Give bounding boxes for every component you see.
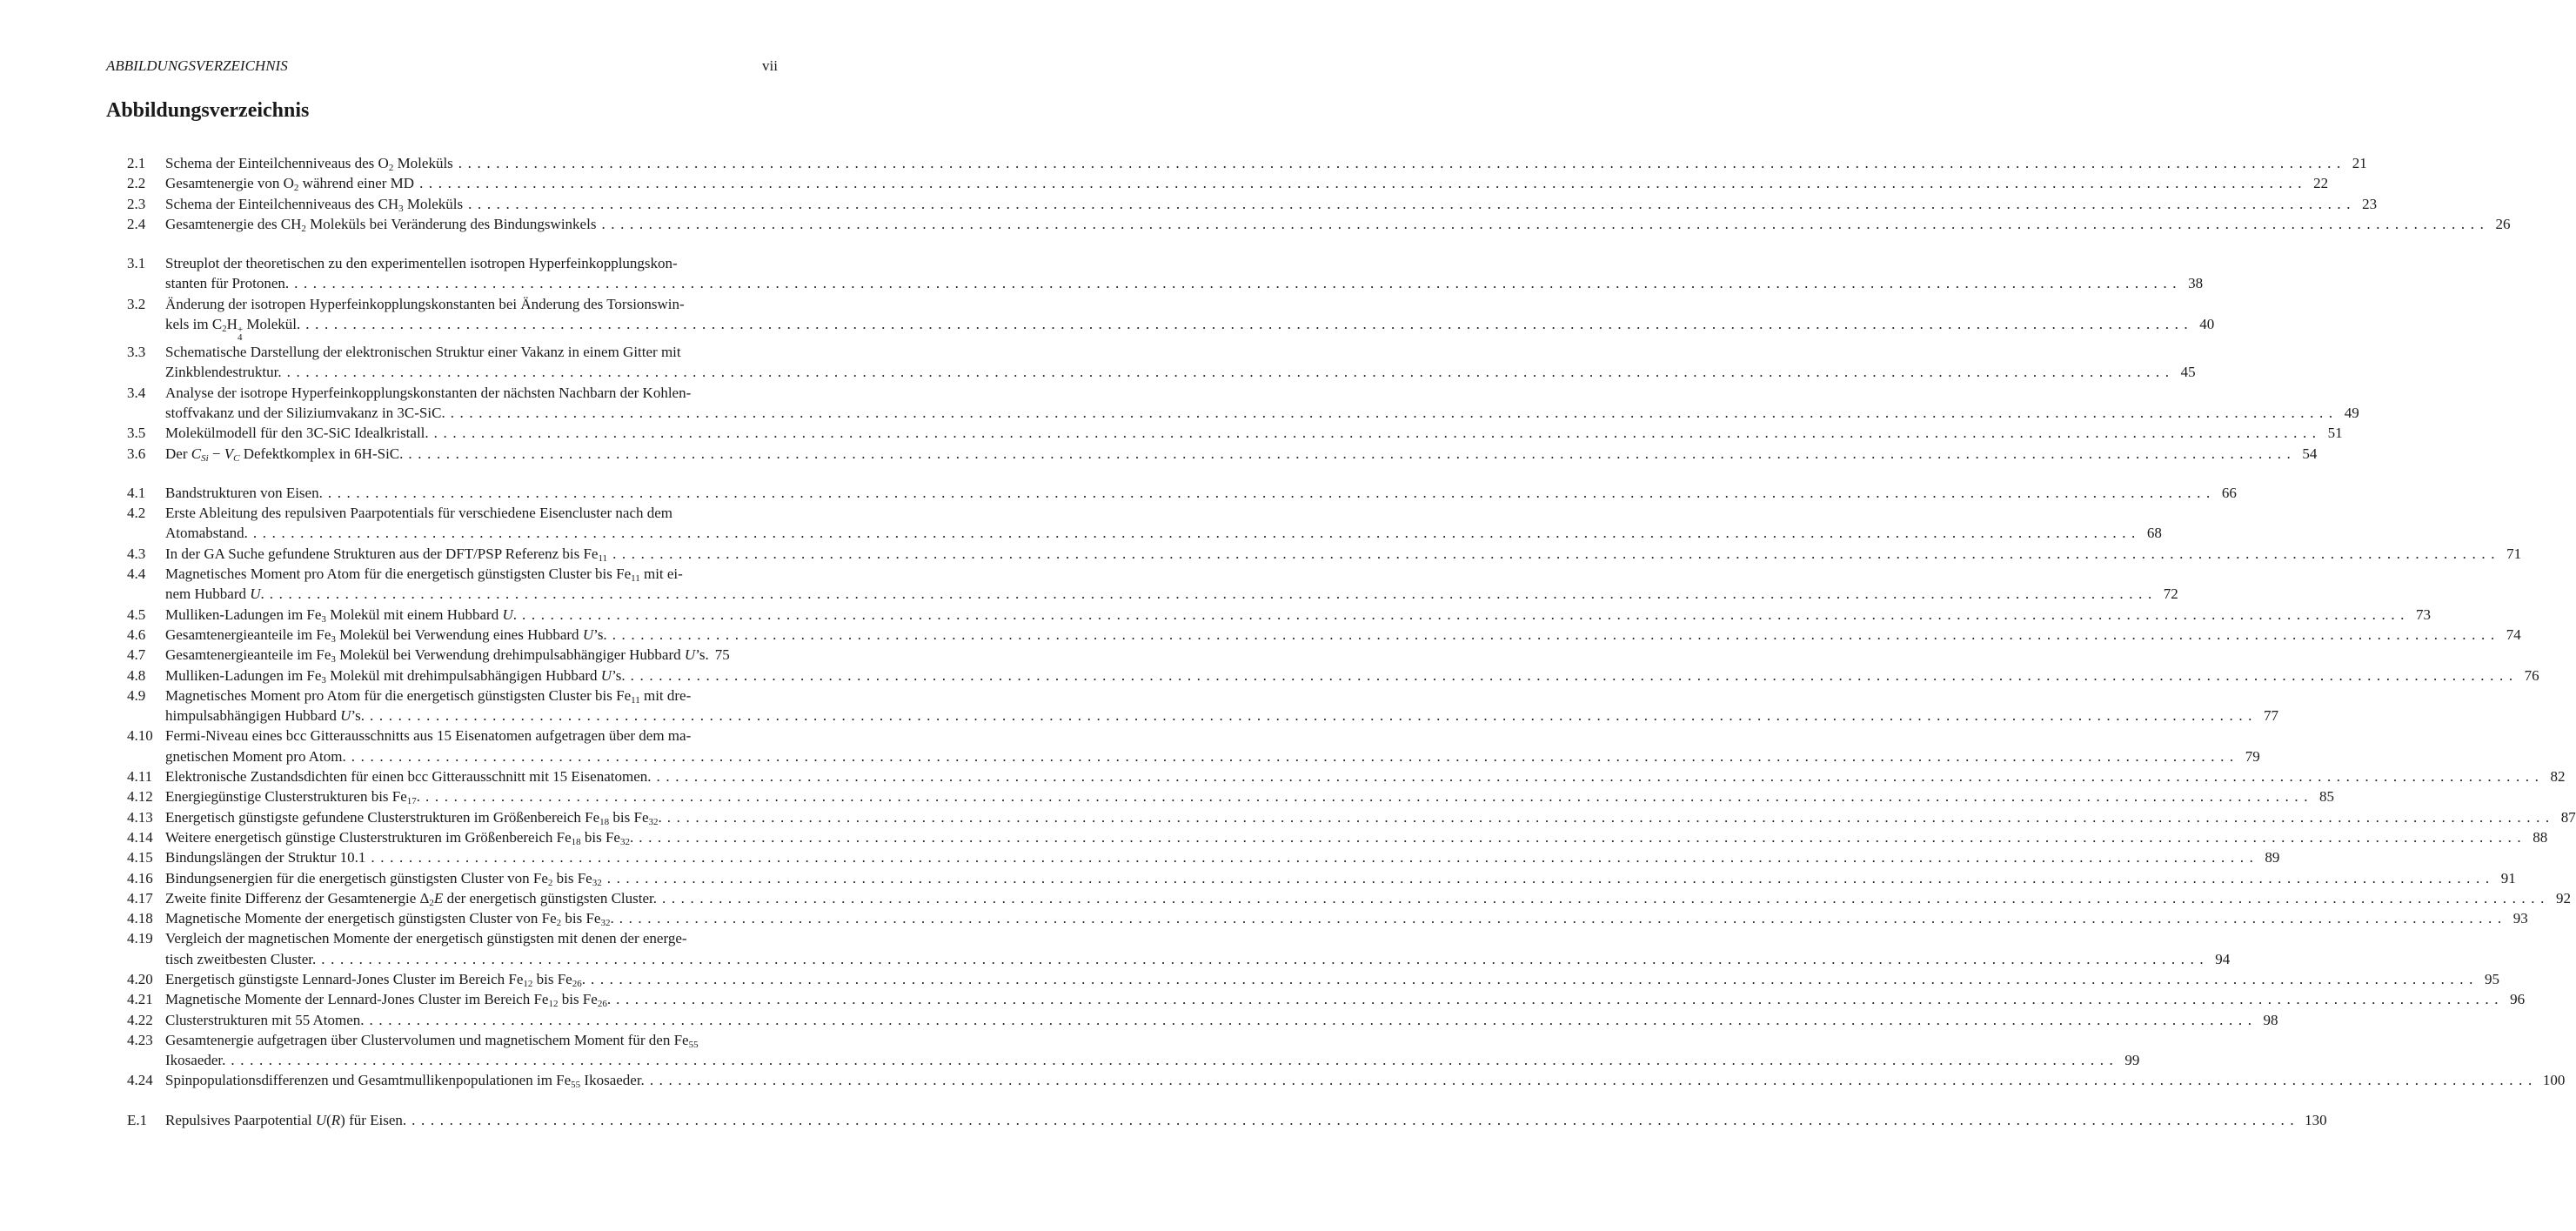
toc-entry[interactable] (127, 827, 2548, 847)
figure-list (127, 153, 2576, 1130)
leader-dots: ........................................................................................................................................................................................................ (252, 525, 2141, 542)
leader-dots: ........................................................................................................................................................................................................ (601, 215, 2490, 232)
figure-page: 100 (2542, 1072, 2566, 1089)
figure-caption: Clusterstrukturen mit 55 Atomen. (165, 1011, 365, 1028)
running-title: ABBILDUNGSVERZEICHNIS (106, 57, 288, 74)
toc-entry[interactable] (127, 888, 2571, 908)
toc-entry[interactable] (127, 423, 2343, 443)
figure-caption: Weitere energetisch günstige Clusterstrukturen im Größenbereich $Fe_{18}$ bis $Fe_{32}$. (165, 828, 634, 847)
figure-page: 22 (2313, 175, 2329, 192)
toc-entry[interactable] (127, 989, 2526, 1010)
figure-page: 93 (2512, 910, 2528, 927)
figure-number: 2.3 (127, 195, 146, 212)
toc-entry[interactable] (127, 483, 2237, 503)
figure-caption: Zweite finite Differenz der Gesamtenergie $\Delta_2E$ der energetisch günstigsten Cluster. (165, 889, 657, 908)
figure-caption: Energiegünstige Clusterstrukturen bis $Fe_{17}$. (165, 788, 421, 807)
figure-page: 85 (2319, 788, 2335, 806)
leader-dots: ........................................................................................................................................................................................................ (371, 849, 2259, 866)
figure-number: 4.20 (127, 970, 153, 987)
toc-entry[interactable] (127, 214, 2511, 234)
figure-caption: Mulliken-Ladungen im $Fe_3$ Molekül mit einem Hubbard U. (165, 605, 518, 625)
toc-entry[interactable] (127, 969, 2499, 989)
figure-page: 40 (2199, 316, 2215, 333)
figure-page: 98 (2263, 1011, 2278, 1028)
toc-entry[interactable] (127, 1110, 2327, 1130)
figure-number: 4.7 (127, 646, 146, 664)
toc-entry[interactable] (127, 173, 2329, 194)
toc-entry[interactable] (127, 908, 2528, 929)
figure-page: 45 (2180, 364, 2196, 381)
leader-dots: ........................................................................................................................................................................................................ (630, 666, 2519, 684)
figure-page: 38 (2188, 275, 2204, 292)
toc-entry[interactable] (127, 444, 2318, 464)
figure-caption-line: Erste Ableitung des repulsiven Paarpotentials für verschiedene Eisencluster nach dem (165, 505, 673, 522)
figure-number: 4.18 (127, 910, 153, 927)
figure-page: 21 (2352, 155, 2367, 171)
toc-entry[interactable] (127, 294, 2215, 344)
toc-entry[interactable] (127, 605, 2432, 625)
figure-caption: nem Hubbard U. (165, 585, 264, 603)
figure-caption-line: Gesamtenergie aufgetragen über Clustervolumen und magnetischem Moment für den $Fe_{55}$ (165, 1031, 699, 1050)
toc-entry[interactable] (127, 766, 2566, 786)
figure-caption-line: Schematische Darstellung der elektronischen Struktur einer Vakanz in einem Gitter mit (165, 344, 681, 361)
figure-caption: Energetisch günstigste gefundene Clusterstrukturen im Größenbereich $Fe_{18}$ bis $Fe_{32}$. (165, 808, 662, 827)
leader-dots: ........................................................................................................................................................................................................ (666, 808, 2555, 826)
figure-number: 3.6 (127, 445, 146, 462)
toc-entry[interactable] (127, 1030, 2140, 1071)
figure-caption: Gesamtenergieanteile im $Fe_3$ Molekül bei Verwendung drehimpulsabhängiger Hubbard U’s. (165, 646, 709, 666)
figure-number: 4.21 (127, 991, 153, 1008)
leader-dots: ........................................................................................................................................................................................................ (305, 316, 2194, 333)
figure-caption-line: Magnetisches Moment pro Atom für die energetisch günstigsten Cluster bis $Fe_{11}$ mit ei- (165, 565, 683, 585)
figure-caption: Spinpopulationsdifferenzen und Gesamtmullikenpopulationen im $Fe_{55}$ Ikosaeder. (165, 1072, 645, 1091)
leader-dots: ........................................................................................................................................................................................................ (606, 869, 2495, 886)
figure-caption-line: Streuplot der theoretischen zu den experimentellen isotropen Hyperfeinkopplungskon- (165, 255, 678, 272)
toc-entry[interactable] (127, 786, 2335, 807)
figure-page: 82 (2550, 768, 2566, 786)
figure-page: 75 (714, 646, 730, 664)
toc-entry[interactable] (127, 253, 2204, 294)
leader-dots: ........................................................................................................................................................................................................ (433, 425, 2322, 442)
leader-dots: ........................................................................................................................................................................................................ (468, 195, 2357, 212)
figure-page: 87 (2560, 808, 2576, 826)
leader-dots: ........................................................................................................................................................................................................ (639, 828, 2527, 846)
figure-number: 4.23 (127, 1031, 153, 1048)
running-header (106, 57, 778, 78)
figure-number: 4.3 (127, 545, 146, 562)
figure-caption: tisch zweitbesten Cluster. (165, 950, 317, 967)
figure-caption: Zinkblendestruktur. (165, 364, 282, 381)
leader-dots: ........................................................................................................................................................................................................ (419, 175, 2308, 192)
leader-dots: ........................................................................................................................................................................................................ (619, 910, 2507, 927)
figure-caption: himpulsabhängigen Hubbard U’s. (165, 707, 365, 725)
figure-page: 99 (2124, 1052, 2140, 1069)
leader-dots: ........................................................................................................................................................................................................ (425, 788, 2314, 806)
figure-caption: Magnetische Momente der Lennard-Jones Cluster im Bereich $Fe_{12}$ bis $Fe_{26}$. (165, 991, 612, 1010)
figure-number: 4.14 (127, 828, 153, 846)
figure-page: 77 (2264, 707, 2279, 725)
toc-entry[interactable] (127, 928, 2231, 969)
figure-page: 23 (2362, 195, 2378, 212)
figure-caption-line: Magnetisches Moment pro Atom für die energetisch günstigsten Cluster bis $Fe_{11}$ mit dre- (165, 686, 692, 706)
figure-caption-line: Änderung der isotropen Hyperfeinkopplungskonstanten bei Änderung des Torsionswin- (165, 295, 685, 312)
toc-entry[interactable] (127, 807, 2576, 827)
toc-entry[interactable] (127, 503, 2162, 544)
toc-entry[interactable] (127, 153, 2367, 173)
figure-caption: Molekülmodell für den 3C-SiC Idealkristall. (165, 425, 429, 442)
figure-caption: Atomabstand. (165, 525, 248, 542)
figure-page: 88 (2533, 828, 2548, 846)
leader-dots: ........................................................................................................................................................................................................ (661, 889, 2550, 907)
figure-caption: Bandstrukturen von Eisen. (165, 484, 323, 501)
figure-number: 4.16 (127, 869, 153, 886)
toc-entry[interactable] (127, 342, 2196, 383)
figure-page: 26 (2495, 215, 2511, 232)
toc-entry[interactable] (127, 868, 2516, 888)
leader-dots: ........................................................................................................................................................................................................ (612, 626, 2500, 643)
figure-caption: Der $C_{Si} - V_C$ Defektkomplex in 6H-SiC. (165, 445, 404, 464)
figure-caption: Schema der Einteilchenniveaus des $CH_3$ Moleküls (165, 195, 464, 214)
figure-page: 76 (2524, 666, 2539, 684)
figure-number: 4.10 (127, 727, 153, 745)
figure-page: 79 (2245, 747, 2260, 765)
toc-entry[interactable] (127, 625, 2521, 645)
toc-entry[interactable] (127, 194, 2378, 214)
leader-dots: ........................................................................................................................................................................................................ (294, 275, 2183, 292)
figure-number: 4.19 (127, 930, 153, 947)
figure-number: 4.4 (127, 565, 146, 583)
figure-number: 3.4 (127, 384, 146, 401)
page-title: Abbildungsverzeichnis (106, 99, 310, 122)
figure-page: 71 (2506, 545, 2522, 562)
figure-number: 4.15 (127, 849, 153, 866)
figure-page: 73 (2416, 605, 2432, 623)
figure-number: 4.24 (127, 1072, 153, 1089)
leader-dots: ........................................................................................................................................................................................................ (450, 404, 2338, 421)
leader-dots: ........................................................................................................................................................................................................ (616, 991, 2505, 1008)
figure-caption: Gesamtenergie des $CH_2$ Moleküls bei Veränderung des Bindungswinkels (165, 215, 597, 234)
toc-entry[interactable] (127, 847, 2280, 867)
figure-page: 49 (2344, 404, 2359, 421)
figure-caption: Mulliken-Ladungen im $Fe_3$ Molekül mit drehimpulsabhängigen Hubbard U’s. (165, 666, 626, 686)
leader-dots: ........................................................................................................................................................................................................ (351, 747, 2239, 765)
figure-number: 2.2 (127, 175, 146, 192)
figure-page: 51 (2327, 425, 2343, 442)
leader-dots: ........................................................................................................................................................................................................ (369, 1011, 2258, 1028)
figure-page: 89 (2265, 849, 2280, 866)
figure-caption: Ikosaeder. (165, 1052, 226, 1069)
leader-dots: ........................................................................................................................................................................................................ (458, 155, 2346, 171)
figure-caption: Repulsives Paarpotential U(R) für Eisen. (165, 1111, 407, 1128)
figure-caption: Bindungslängen der Struktur 10.1 (165, 849, 366, 866)
figure-number: 3.3 (127, 344, 146, 361)
figure-caption: stoffvakanz und der Siliziumvakanz in 3C-SiC. (165, 404, 445, 421)
figure-caption: gnetischen Moment pro Atom. (165, 747, 346, 765)
figure-number: 3.2 (127, 295, 146, 312)
figure-page: 68 (2146, 525, 2162, 542)
figure-caption: Gesamtenergie von $O_2$ während einer MD (165, 175, 415, 194)
toc-entry[interactable] (127, 726, 2260, 766)
figure-page: 91 (2500, 869, 2516, 886)
toc-entry[interactable] (127, 645, 778, 665)
figure-number: 4.2 (127, 505, 146, 522)
figure-number: 4.12 (127, 788, 153, 806)
figure-caption: Elektronische Zustandsdichten für einen bcc Gitterausschnitt mit 15 Eisenatomen. (165, 768, 652, 786)
figure-page: 92 (2555, 889, 2571, 907)
figure-caption: Schema der Einteilchenniveaus des $O_2$ Moleküls (165, 155, 453, 173)
figure-page: 72 (2163, 585, 2178, 603)
leader-dots: ........................................................................................................................................................................................................ (327, 484, 2216, 501)
figure-caption: Bindungsenergien für die energetisch günstigsten Cluster von $Fe_2$ bis $Fe_{32}$ (165, 869, 602, 888)
figure-caption: In der GA Suche gefundene Strukturen aus der DFT/PSP Referenz bis $Fe_{11}$ (165, 545, 608, 564)
figure-caption: kels im $C_2H$ + 4 Molekül. (165, 316, 301, 344)
figure-page: 96 (2510, 991, 2526, 1008)
figure-number: 3.1 (127, 255, 146, 272)
leader-dots: ........................................................................................................................................................................................................ (286, 364, 2175, 381)
leader-dots: ........................................................................................................................................................................................................ (269, 585, 2158, 603)
leader-dots: ........................................................................................................................................................................................................ (522, 605, 2411, 623)
leader-dots: ........................................................................................................................................................................................................ (370, 707, 2258, 725)
figure-number: 4.9 (127, 686, 146, 704)
figure-caption-line: Fermi-Niveau eines bcc Gitterausschnitts aus 15 Eisenatomen aufgetragen über dem ma- (165, 727, 692, 745)
figure-number: 4.6 (127, 626, 146, 643)
leader-dots: ........................................................................................................................................................................................................ (649, 1072, 2538, 1089)
figure-number: 4.5 (127, 605, 146, 623)
figure-number: 2.4 (127, 215, 146, 232)
figure-caption: stanten für Protonen. (165, 275, 290, 292)
figure-page: 54 (2302, 445, 2318, 462)
figure-number: 4.13 (127, 808, 153, 826)
leader-dots: ........................................................................................................................................................................................................ (408, 445, 2297, 462)
figure-caption-line: Vergleich der magnetischen Momente der energetisch günstigsten mit denen der energe- (165, 930, 687, 947)
figure-page: 130 (2305, 1111, 2327, 1128)
leader-dots: ........................................................................................................................................................................................................ (656, 768, 2545, 786)
leader-dots: ........................................................................................................................................................................................................ (590, 970, 2479, 987)
figure-number: 4.17 (127, 889, 153, 907)
leader-dots: ........................................................................................................................................................................................................ (321, 950, 2210, 967)
leader-dots: ........................................................................................................................................................................................................ (612, 545, 2501, 562)
figure-caption: Magnetische Momente der energetisch günstigsten Cluster von $Fe_2$ bis $Fe_{32}$. (165, 910, 614, 929)
figure-number: 4.1 (127, 484, 146, 501)
figure-number: 4.22 (127, 1011, 153, 1028)
figure-caption: Gesamtenergieanteile im $Fe_3$ Molekül bei Verwendung eines Hubbard U’s. (165, 626, 607, 645)
figure-number: 2.1 (127, 155, 146, 171)
toc-entry[interactable] (127, 686, 2279, 726)
toc-entry[interactable] (127, 544, 2522, 564)
leader-dots: ........................................................................................................................................................................................................ (411, 1111, 2300, 1128)
figure-number: 3.5 (127, 425, 146, 442)
toc-entry[interactable] (127, 666, 2539, 686)
page-number: vii (762, 57, 778, 74)
toc-entry[interactable] (127, 383, 2359, 424)
toc-entry[interactable] (127, 1010, 2278, 1030)
figure-page: 95 (2484, 970, 2499, 987)
figure-page: 74 (2506, 626, 2521, 643)
figure-number: 4.8 (127, 666, 146, 684)
toc-entry[interactable] (127, 1070, 2566, 1091)
figure-page: 94 (2215, 950, 2231, 967)
figure-page: 66 (2221, 484, 2237, 501)
figure-number: E.1 (127, 1111, 148, 1128)
leader-dots: ........................................................................................................................................................................................................ (231, 1052, 2119, 1069)
toc-entry[interactable] (127, 564, 2178, 605)
figure-caption-line: Analyse der isotrope Hyperfeinkopplungskonstanten der nächsten Nachbarn der Kohlen- (165, 384, 692, 401)
figure-caption: Energetisch günstigste Lennard-Jones Cluster im Bereich $Fe_{12}$ bis $Fe_{26}$. (165, 970, 585, 989)
figure-number: 4.11 (127, 768, 153, 786)
